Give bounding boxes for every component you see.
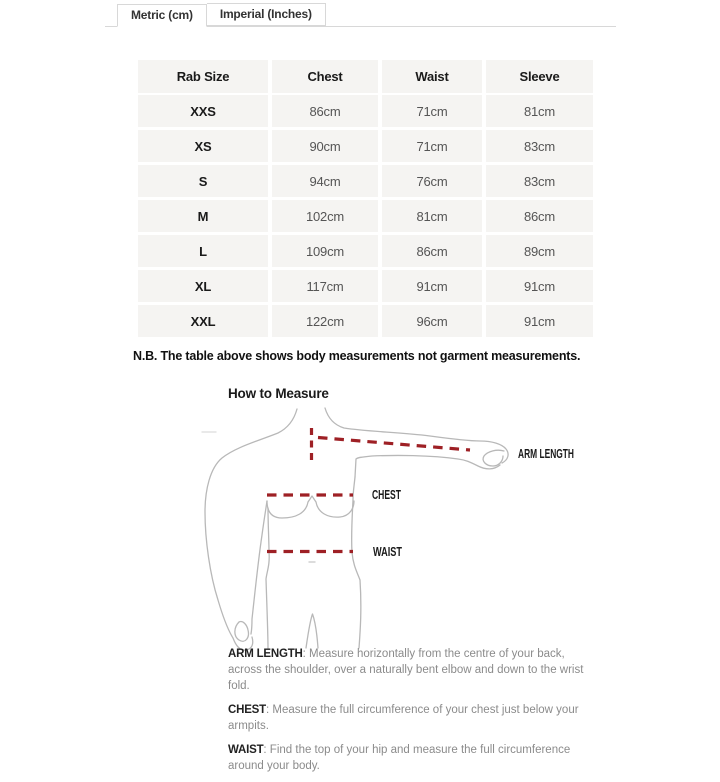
table-row-size: XXS xyxy=(138,95,268,127)
table-cell-waist: 71cm xyxy=(382,130,482,162)
col-header-waist: Waist xyxy=(382,60,482,93)
table-cell-sleeve: 81cm xyxy=(486,95,593,127)
tab-imperial[interactable]: Imperial (Inches) xyxy=(207,3,326,26)
table-row-size: S xyxy=(138,165,268,197)
col-header-sleeve: Sleeve xyxy=(486,60,593,93)
arm-length-label: ARM LENGTH xyxy=(518,447,574,461)
chest-label: CHEST xyxy=(372,488,402,502)
col-header-rab-size: Rab Size xyxy=(138,60,268,93)
table-cell-waist: 76cm xyxy=(382,165,482,197)
table-cell-waist: 71cm xyxy=(382,95,482,127)
table-cell-chest: 86cm xyxy=(272,95,378,127)
unit-tabbar xyxy=(105,4,616,27)
table-row-size: XS xyxy=(138,130,268,162)
table-cell-waist: 96cm xyxy=(382,305,482,337)
table-cell-chest: 102cm xyxy=(272,200,378,232)
table-cell-chest: 109cm xyxy=(272,235,378,267)
measure-instructions xyxy=(228,646,600,782)
instruction-waist: WAIST: Find the top of your hip and measure the full circumference around your body. xyxy=(228,744,571,772)
instruction-waist-label: WAIST xyxy=(228,744,264,756)
table-cell-waist: 86cm xyxy=(382,235,482,267)
table-cell-chest: 122cm xyxy=(272,305,378,337)
table-row-size: XL xyxy=(138,270,268,302)
body-outline xyxy=(202,408,508,650)
table-cell-chest: 94cm xyxy=(272,165,378,197)
how-to-measure-title: How to Measure xyxy=(228,386,329,401)
table-cell-waist: 91cm xyxy=(382,270,482,302)
instruction-chest: CHEST: Measure the full circumference of your chest just below your armpits. xyxy=(228,704,579,732)
how-to-measure-diagram xyxy=(0,402,720,652)
instruction-arm-length-label: ARM LENGTH xyxy=(228,648,303,660)
table-cell-sleeve: 91cm xyxy=(486,305,593,337)
table-cell-sleeve: 86cm xyxy=(486,200,593,232)
table-cell-sleeve: 91cm xyxy=(486,270,593,302)
size-table xyxy=(138,60,593,337)
col-header-chest: Chest xyxy=(272,60,378,93)
instruction-arm-length: ARM LENGTH: Measure horizontally from the centre of your back, across the shoulder, over a naturally bent elbow and down to the wrist fold. xyxy=(228,648,584,692)
body-measurements-note: N.B. The table above shows body measurements not garment measurements. xyxy=(133,349,581,363)
table-row-size: M xyxy=(138,200,268,232)
table-cell-chest: 90cm xyxy=(272,130,378,162)
tab-metric[interactable]: Metric (cm) xyxy=(117,4,207,27)
table-cell-sleeve: 83cm xyxy=(486,165,593,197)
table-row-size: XXL xyxy=(138,305,268,337)
table-cell-chest: 117cm xyxy=(272,270,378,302)
instruction-chest-label: CHEST xyxy=(228,704,266,716)
table-row-size: L xyxy=(138,235,268,267)
table-cell-sleeve: 83cm xyxy=(486,130,593,162)
table-cell-waist: 81cm xyxy=(382,200,482,232)
table-cell-sleeve: 89cm xyxy=(486,235,593,267)
arm-length-line xyxy=(318,438,470,451)
waist-label: WAIST xyxy=(373,545,403,559)
